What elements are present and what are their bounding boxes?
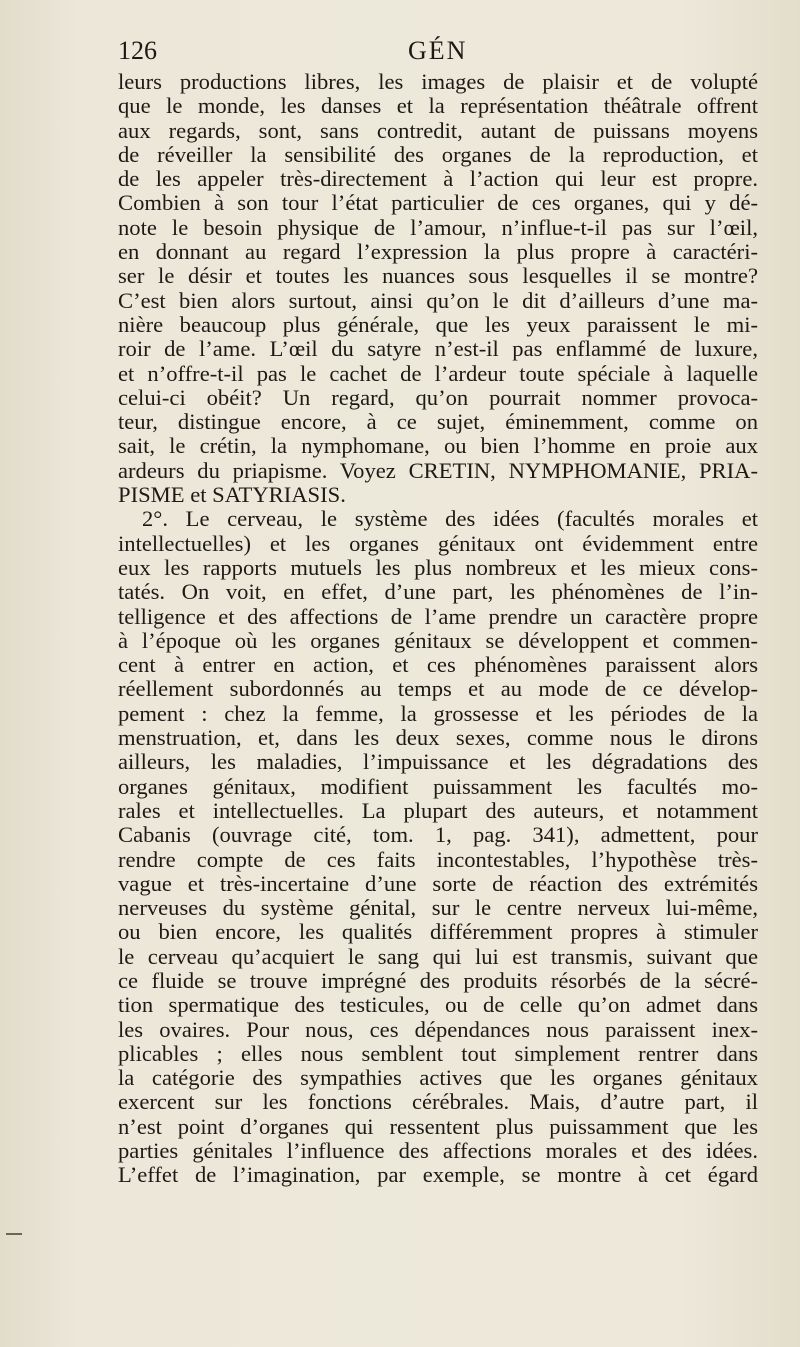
text-line: PISME et SATYRIASIS. <box>118 482 346 508</box>
text-line: nière beaucoup plus générale, que les yeux paraissent le mi- <box>118 311 758 337</box>
text-line: L’effet de l’imagination, par exemple, se montre à cet égard <box>118 1162 758 1188</box>
text-line: la catégorie des sympathies actives que les organes génitaux <box>118 1065 758 1091</box>
text-line: telligence et des affections de l’ame prendre un caractère propre <box>118 603 758 629</box>
text-line: vague et très-incertaine d’une sorte de réaction des extrémités <box>118 870 758 896</box>
text-line: tatés. On voit, en effet, d’une part, les phénomènes de l’in- <box>118 579 758 605</box>
text-line: exercent sur les fonctions cérébrales. Mais, d’autre part, il <box>118 1089 758 1115</box>
text-line: de réveiller la sensibilité des organes de la reproduction, et <box>118 141 758 167</box>
text-line: 2°. Le cerveau, le système des idées (facultés morales et <box>142 506 758 532</box>
text-line: intellectuelles) et les organes génitaux ont évidemment entre <box>118 530 758 556</box>
margin-mark <box>6 1233 22 1235</box>
text-line: réellement subordonnés au temps et au mode de ce dévelop- <box>118 676 758 702</box>
text-line: cent à entrer en action, et ces phénomènes paraissent alors <box>118 652 758 678</box>
text-line: rales et intellectuelles. La plupart des auteurs, et notamment <box>118 797 758 823</box>
page-header <box>118 36 760 68</box>
text-line: organes génitaux, modifient puissamment les facultés mo- <box>118 773 758 799</box>
text-line: rendre compte de ces faits incontestables, l’hypothèse très- <box>118 846 758 872</box>
text-line: pement : chez la femme, la grossesse et les périodes de la <box>118 700 758 726</box>
text-line: nerveuses du système génital, sur le centre nerveux lui-même, <box>118 895 758 921</box>
text-line: ce fluide se trouve imprégné des produits résorbés de la sécré- <box>118 967 758 993</box>
text-line: plicables ; elles nous semblent tout simplement rentrer dans <box>118 1040 758 1066</box>
text-line: les ovaires. Pour nous, ces dépendances nous paraissent inex- <box>118 1016 758 1042</box>
text-line: le cerveau qu’acquiert le sang qui lui est transmis, suivant que <box>118 943 758 969</box>
text-line: celui-ci obéit? Un regard, qu’on pourrait nommer provoca- <box>118 384 758 410</box>
text-line: C’est bien alors surtout, ainsi qu’on le dit d’ailleurs d’une ma- <box>118 287 758 313</box>
text-line: de les appeler très-directement à l’action qui leur est propre. <box>118 166 758 192</box>
text-line: n’est point d’organes qui ressentent plus puissamment que les <box>118 1113 758 1139</box>
text-line: Cabanis (ouvrage cité, tom. 1, pag. 341), admettent, pour <box>118 822 758 848</box>
text-line: ou bien encore, les qualités différemment propres à stimuler <box>118 919 758 945</box>
text-line: note le besoin physique de l’amour, n’influe-t-il pas sur l’œil, <box>118 214 758 240</box>
text-line: ailleurs, les maladies, l’impuissance et les dégradations des <box>118 749 758 775</box>
text-line: Combien à son tour l’état particulier de ces organes, qui y dé- <box>118 190 758 216</box>
running-head: GÉN <box>408 36 468 65</box>
text-line: aux regards, sont, sans contredit, autant de puissans moyens <box>118 117 758 143</box>
text-line: eux les rapports mutuels les plus nombreux et les mieux cons- <box>118 554 758 580</box>
text-line: ser le désir et toutes les nuances sous lesquelles il se montre? <box>118 263 758 289</box>
text-line: sait, le crétin, la nymphomane, ou bien l’homme en proie aux <box>118 433 758 459</box>
text-line: et n’offre-t-il pas le cachet de l’ardeur toute spéciale à laquelle <box>118 360 758 386</box>
page-number: 126 <box>118 36 157 65</box>
text-line: menstruation, et, dans les deux sexes, comme nous le dirons <box>118 725 758 751</box>
text-line: tion spermatique des testicules, ou de celle qu’on admet dans <box>118 992 758 1018</box>
text-line: roir de l’ame. L’œil du satyre n’est-il pas enflammé de luxure, <box>118 336 758 362</box>
body-text <box>118 70 758 1188</box>
text-line: parties génitales l’influence des affections morales et des idées. <box>118 1138 758 1164</box>
text-line: à l’époque où les organes génitaux se développent et commen- <box>118 627 758 653</box>
text-line: en donnant au regard l’expression la plus propre à caractéri- <box>118 239 758 265</box>
text-line: ardeurs du priapisme. Voyez CRETIN, NYMPHOMANIE, PRIA- <box>118 457 758 483</box>
text-line: teur, distingue encore, à ce sujet, éminemment, comme on <box>118 409 758 435</box>
text-line: leurs productions libres, les images de plaisir et de volupté <box>118 69 758 94</box>
text-line: que le monde, les danses et la représentation théâtrale offrent <box>118 93 758 119</box>
